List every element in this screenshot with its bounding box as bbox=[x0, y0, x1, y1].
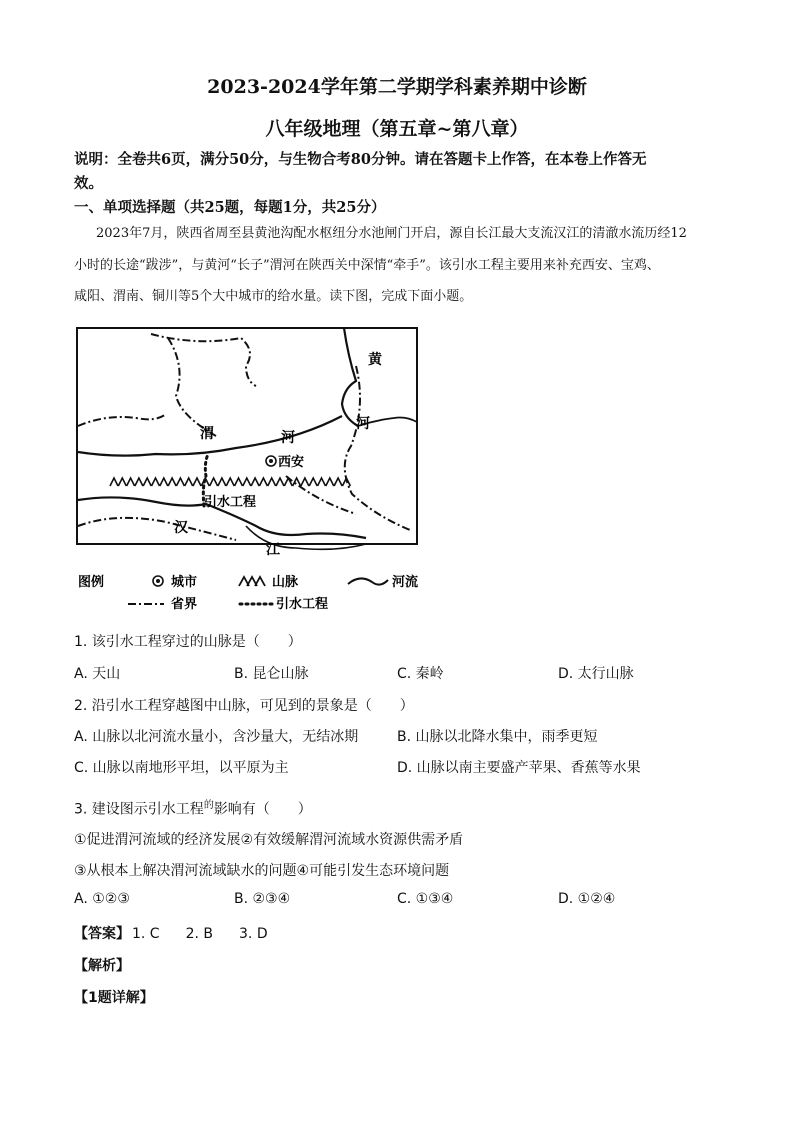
answer-tag: 【答案】 bbox=[74, 926, 130, 942]
answer-3: 3. D bbox=[239, 926, 268, 942]
instructions-line1: 说明：全卷共6页，满分50分，与生物合考80分钟。请在答题卡上作答，在本卷上作答无 bbox=[74, 151, 647, 168]
province-border-top bbox=[151, 334, 256, 386]
q3-items-line1: ①促进渭河流域的经济发展②有效缓解渭河流域水资源供需矛盾 bbox=[74, 832, 464, 848]
q3-stem: 3. 建设图示引水工程$^的$影响有（ ） bbox=[74, 800, 312, 818]
qinling-mountain-peaks bbox=[110, 478, 350, 486]
q2-stem: 2. 沿引水工程穿越图中山脉，可见到的景象是（ ） bbox=[74, 698, 414, 714]
q2-option-d: D. 山脉以南主要盛产苹果、香蕉等水果 bbox=[397, 760, 641, 776]
q1-option-b: B. 昆仑山脉 bbox=[234, 666, 309, 682]
mountain-range bbox=[110, 478, 350, 486]
legend-mountain-icon bbox=[239, 577, 265, 586]
q2-option-a: A. 山脉以北河流水量小，含沙量大，无结冰期 bbox=[74, 729, 359, 745]
province-border-left bbox=[78, 414, 166, 426]
label-huang: 黄 bbox=[368, 352, 382, 368]
legend-mountain: 山脉 bbox=[272, 575, 299, 590]
q2-option-c: C. 山脉以南地形平坦，以平原为主 bbox=[74, 760, 289, 776]
legend-city: 城市 bbox=[171, 575, 198, 590]
legend-river-icon bbox=[348, 578, 388, 584]
exam-title: 2023-2024学年第二学期学科素养期中诊断 bbox=[207, 76, 587, 98]
q1-option-a: A. 天山 bbox=[74, 666, 121, 682]
legend-river: 河流 bbox=[392, 575, 419, 590]
answer-2: 2. B bbox=[185, 926, 214, 942]
legend-border: 省界 bbox=[171, 597, 198, 612]
label-wei: 渭 bbox=[200, 426, 214, 442]
q3-option-c: C. ①③④ bbox=[397, 891, 454, 907]
label-he-yellow: 河 bbox=[356, 416, 370, 432]
map-frame bbox=[77, 328, 417, 544]
province-border-bottom bbox=[78, 518, 236, 540]
section-heading: 一、单项选择题（共25题，每题1分，共25分） bbox=[74, 199, 386, 216]
q1-option-d: D. 太行山脉 bbox=[558, 666, 634, 682]
instructions-line2: 效。 bbox=[74, 175, 103, 192]
q3-items-line2: ③从根本上解决渭河流域缺水的问题④可能引发生态环境问题 bbox=[74, 863, 450, 879]
passage-line1: 2023年7月，陕西省周至县黄池沟配水枢纽分水池闸门开启，源自长江最大支流汉江的清澈水流历经12 bbox=[96, 226, 687, 241]
province-border-bottom-right bbox=[286, 476, 356, 514]
map-svg bbox=[76, 326, 420, 616]
detail-tag: 【1题详解】 bbox=[74, 990, 154, 1006]
q2-option-b: B. 山脉以北降水集中，雨季更短 bbox=[397, 729, 598, 745]
passage-line2: 小时的长途“跋涉”，与黄河“长子”渭河在陕西关中深情“牵手”。该引水工程主要用来补充西安、宝鸡、 bbox=[74, 258, 660, 273]
label-xian: 西安 bbox=[278, 455, 305, 470]
province-border-left-top bbox=[168, 338, 216, 436]
label-project: 引水工程 bbox=[204, 495, 257, 510]
label-jiang: 江 bbox=[266, 542, 280, 558]
passage-line3: 咸阳、渭南、铜川等5个大中城市的给水量。读下图，完成下面小题。 bbox=[74, 289, 473, 304]
answer-line bbox=[74, 923, 268, 943]
label-he-wei: 河 bbox=[281, 430, 295, 446]
q3-option-d: D. ①②④ bbox=[558, 891, 616, 907]
q3-option-b: B. ②③④ bbox=[234, 891, 291, 907]
analysis-tag: 【解析】 bbox=[74, 958, 130, 974]
answer-1: 1. C bbox=[132, 926, 160, 942]
province-border-right bbox=[345, 366, 410, 530]
exam-subtitle: 八年级地理（第五章~第八章） bbox=[265, 118, 529, 140]
q3-option-a: A. ①②③ bbox=[74, 891, 130, 907]
legend-project: 引水工程 bbox=[276, 597, 329, 612]
q1-stem: 1. 该引水工程穿过的山脉是（ ） bbox=[74, 634, 302, 650]
map-figure bbox=[76, 326, 420, 616]
legend-title: 图例 bbox=[78, 575, 105, 590]
label-han: 汉 bbox=[174, 520, 188, 536]
q1-option-c: C. 秦岭 bbox=[397, 666, 444, 682]
yellow-river bbox=[342, 328, 358, 426]
